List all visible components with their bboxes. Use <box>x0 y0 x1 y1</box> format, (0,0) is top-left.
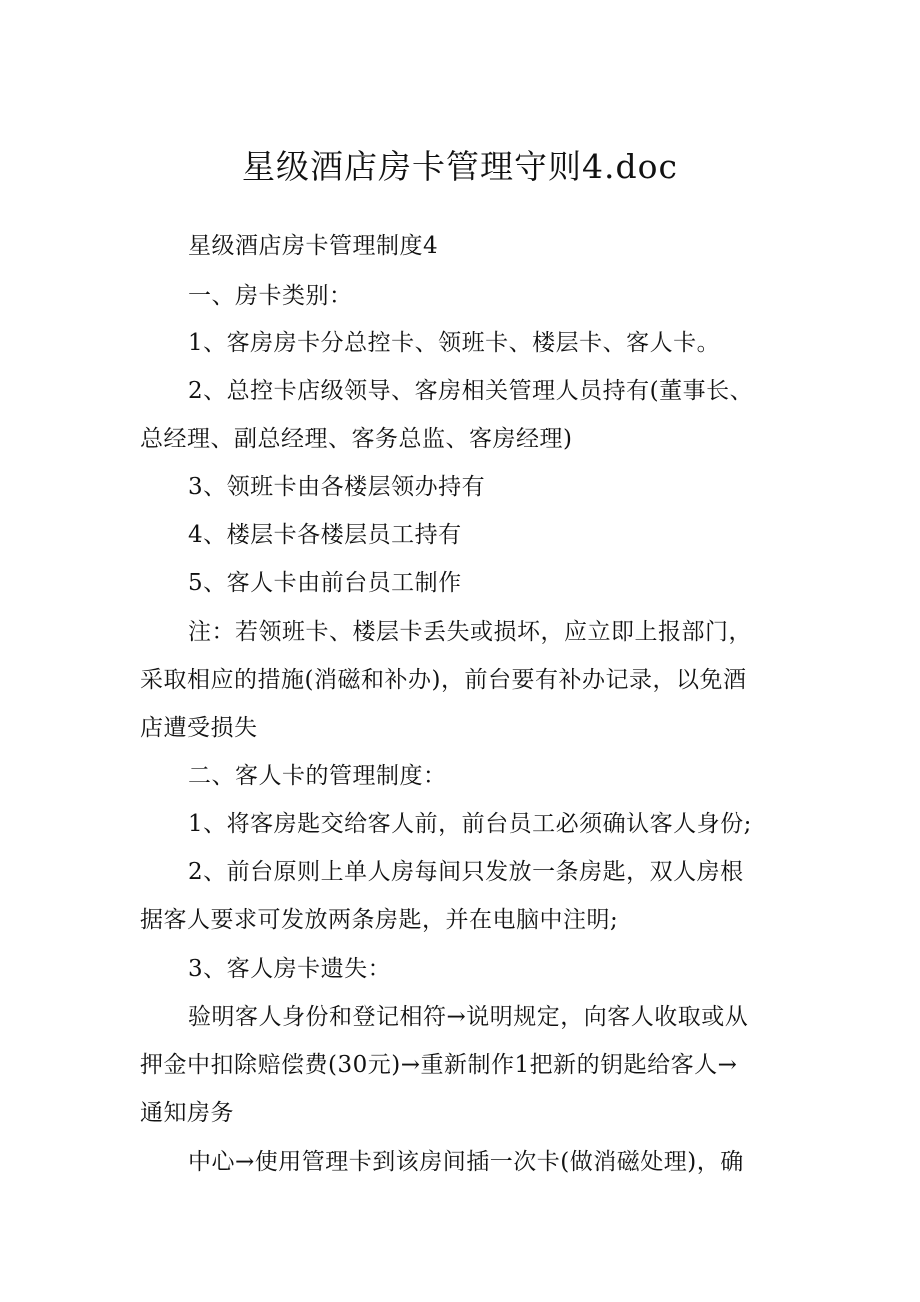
paragraph-line: 通知房务 <box>140 1100 234 1126</box>
paragraph-line: 3、领班卡由各楼层领办持有 <box>188 474 486 500</box>
paragraph-line: 验明客人身份和登记相符→说明规定，向客人收取或从 <box>188 1004 749 1030</box>
paragraph-line: 注：若领班卡、楼层卡丢失或损坏，应立即上报部门， <box>188 619 752 645</box>
paragraph-line: 据客人要求可发放两条房匙，并在电脑中注明; <box>140 907 619 933</box>
paragraph-line: 采取相应的措施(消磁和补办)，前台要有补办记录，以免酒 <box>140 667 747 693</box>
paragraph-line: 星级酒店房卡管理制度4 <box>188 233 439 259</box>
paragraph-line: 一、房卡类别： <box>188 283 353 309</box>
paragraph-line: 1、客房房卡分总控卡、领班卡、楼层卡、客人卡。 <box>188 330 721 356</box>
paragraph-line: 总经理、副总经理、客务总监、客房经理) <box>140 426 573 452</box>
paragraph-line: 4、楼层卡各楼层员工持有 <box>188 522 462 548</box>
paragraph-line: 5、客人卡由前台员工制作 <box>188 570 462 596</box>
paragraph-line: 店遭受损失 <box>140 715 258 741</box>
paragraph-line: 3、客人房卡遗失： <box>188 956 392 982</box>
paragraph-line: 2、前台原则上单人房每间只发放一条房匙，双人房根 <box>188 859 744 885</box>
paragraph-line: 2、总控卡店级领导、客房相关管理人员持有(董事长、 <box>188 378 754 404</box>
paragraph-line: 押金中扣除赔偿费(30元)→重新制作1把新的钥匙给客人→ <box>140 1052 738 1078</box>
paragraph-line: 中心→使用管理卡到该房间插一次卡(做消磁处理)，确 <box>188 1149 744 1175</box>
paragraph-line: 二、客人卡的管理制度： <box>188 763 447 789</box>
document-title: 星级酒店房卡管理守则4.doc <box>242 147 678 186</box>
paragraph-line: 1、将客房匙交给客人前，前台员工必须确认客人身份; <box>188 811 752 837</box>
